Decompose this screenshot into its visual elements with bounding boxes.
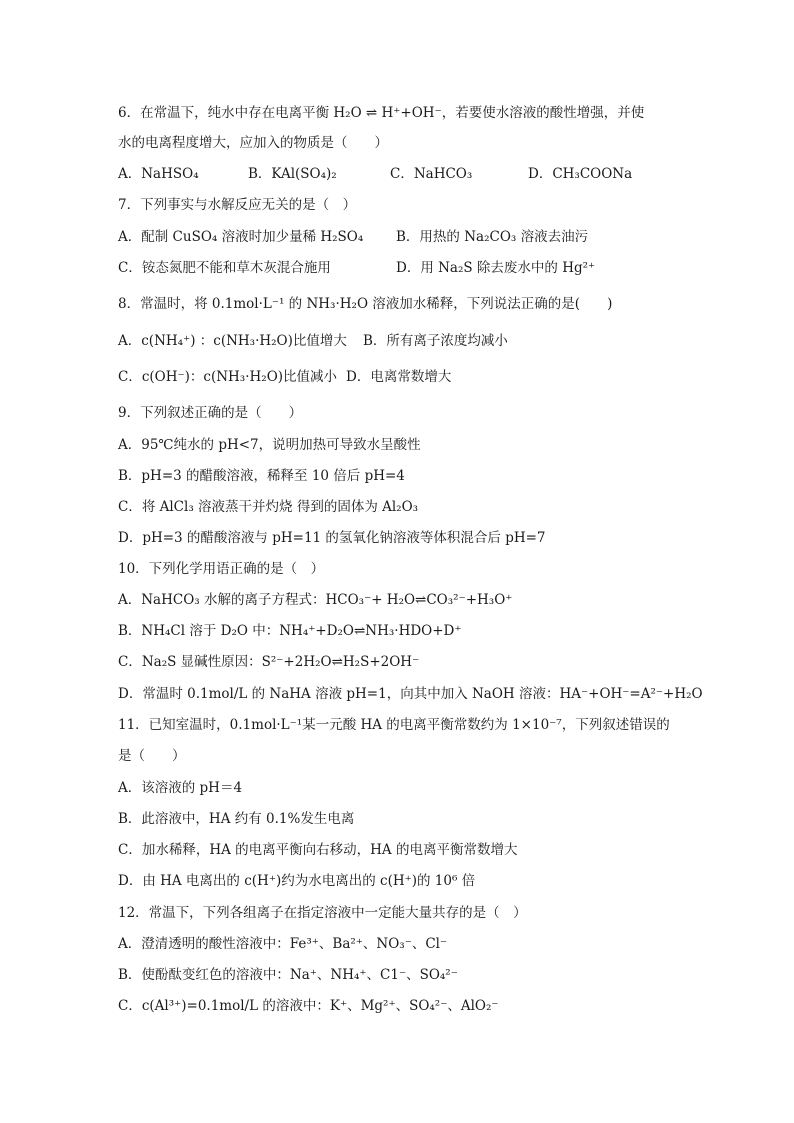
q6-options	[118, 165, 678, 183]
q8-options-row-2	[118, 368, 678, 386]
q10-option-b: B．NH₄Cl 溶于 D₂O 中：NH₄⁺+D₂O⇌NH₃·HDO+D⁺	[118, 623, 462, 639]
q10-stem: 10．下列化学用语正确的是（ ）	[118, 561, 325, 577]
q12-option-a: A．澄清透明的酸性溶液中：Fe³⁺、Ba²⁺、NO₃⁻、Cl⁻	[118, 936, 448, 952]
q6-stem-line-2: 水的电离程度增大，应加入的物质是（ ）	[118, 135, 388, 151]
q11-option-b: B．此溶液中，HA 约有 0.1%发生电离	[118, 811, 355, 827]
q8-options-row-1	[118, 332, 678, 350]
q11-option-a: A．该溶液的 pH＝4	[118, 780, 243, 796]
q10-option-c: C．Na₂S 显碱性原因：S²⁻+2H₂O⇌H₂S+2OH⁻	[118, 654, 420, 670]
q6-stem-line-1: 6．在常温下，纯水中存在电离平衡 H₂O ⇌ H⁺+OH⁻，若要使水溶液的酸性增强，并使	[118, 105, 645, 121]
q7-option-c: C．铵态氮肥不能和草木灰混合施用	[118, 260, 331, 276]
q6-option-d: D．CH₃COONa	[528, 166, 633, 182]
q11-stem-line-1: 11．已知室温时，0.1mol·L⁻¹某一元酸 HA 的电离平衡常数约为 1×10⁻⁷，下列叙述错误的	[118, 717, 670, 733]
q6-option-c: C．NaHCO₃	[390, 166, 473, 182]
q7-options-row-1	[118, 228, 678, 246]
q7-option-d: D．用 Na₂S 除去废水中的 Hg²⁺	[396, 260, 596, 276]
q12-option-c: C．c(Al³⁺)=0.1mol/L 的溶液中：K⁺、Mg²⁺、SO₄²⁻、AlO₂⁻	[118, 998, 499, 1014]
q9-option-a: A．95℃纯水的 pH<7，说明加热可导致水呈酸性	[118, 437, 421, 453]
q11-option-c: C．加水稀释，HA 的电离平衡向右移动，HA 的电离平衡常数增大	[118, 842, 518, 858]
q10-option-d: D．常温时 0.1mol/L 的 NaHA 溶液 pH=1，向其中加入 NaOH 溶液：HA⁻+OH⁻=A²⁻+H₂O	[118, 686, 703, 702]
q9-option-c: C．将 AlCl₃ 溶液蒸干并灼烧 得到的固体为 Al₂O₃	[118, 499, 419, 515]
q7-option-a: A．配制 CuSO₄ 溶液时加少量稀 H₂SO₄	[118, 229, 364, 245]
q9-option-b: B．pH=3 的醋酸溶液，稀释至 10 倍后 pH=4	[118, 468, 405, 484]
q8-option-d: D．电离常数增大	[346, 369, 452, 385]
q7-option-b: B．用热的 Na₂CO₃ 溶液去油污	[396, 229, 589, 245]
q8-stem: 8．常温时，将 0.1mol·L⁻¹ 的 NH₃·H₂O 溶液加水稀释，下列说法正确的是( )	[118, 296, 613, 312]
q7-stem: 7．下列事实与水解反应无关的是（ ）	[118, 197, 357, 213]
q6-option-b: B．KAl(SO₄)₂	[248, 166, 337, 182]
q12-option-b: B．使酚酞变红色的溶液中：Na⁺、NH₄⁺、C1⁻、SO₄²⁻	[118, 967, 458, 983]
q8-option-a: A．c(NH₄⁺) ：c(NH₃·H₂O)比值增大	[118, 333, 347, 349]
q9-stem: 9．下列叙述正确的是（ ）	[118, 405, 303, 421]
q10-option-a: A．NaHCO₃ 水解的离子方程式：HCO₃⁻+ H₂O⇌CO₃²⁻+H₃O⁺	[118, 592, 513, 608]
q12-stem: 12．常温下，下列各组离子在指定溶液中一定能大量共存的是（ ）	[118, 905, 527, 921]
q6-option-a: A．NaHSO₄	[118, 166, 199, 182]
q7-options-row-2	[118, 259, 678, 277]
q8-option-c: C．c(OH⁻)：c(NH₃·H₂O)比值减小	[118, 369, 338, 385]
q8-option-b: B．所有离子浓度均减小	[363, 333, 508, 349]
q11-option-d: D．由 HA 电离出的 c(H⁺)约为水电离出的 c(H⁺)的 10⁶ 倍	[118, 873, 476, 889]
q9-option-d: D．pH=3 的醋酸溶液与 pH=11 的氢氧化钠溶液等体积混合后 pH=7	[118, 530, 546, 546]
q11-stem-line-2: 是（ ）	[118, 748, 186, 764]
